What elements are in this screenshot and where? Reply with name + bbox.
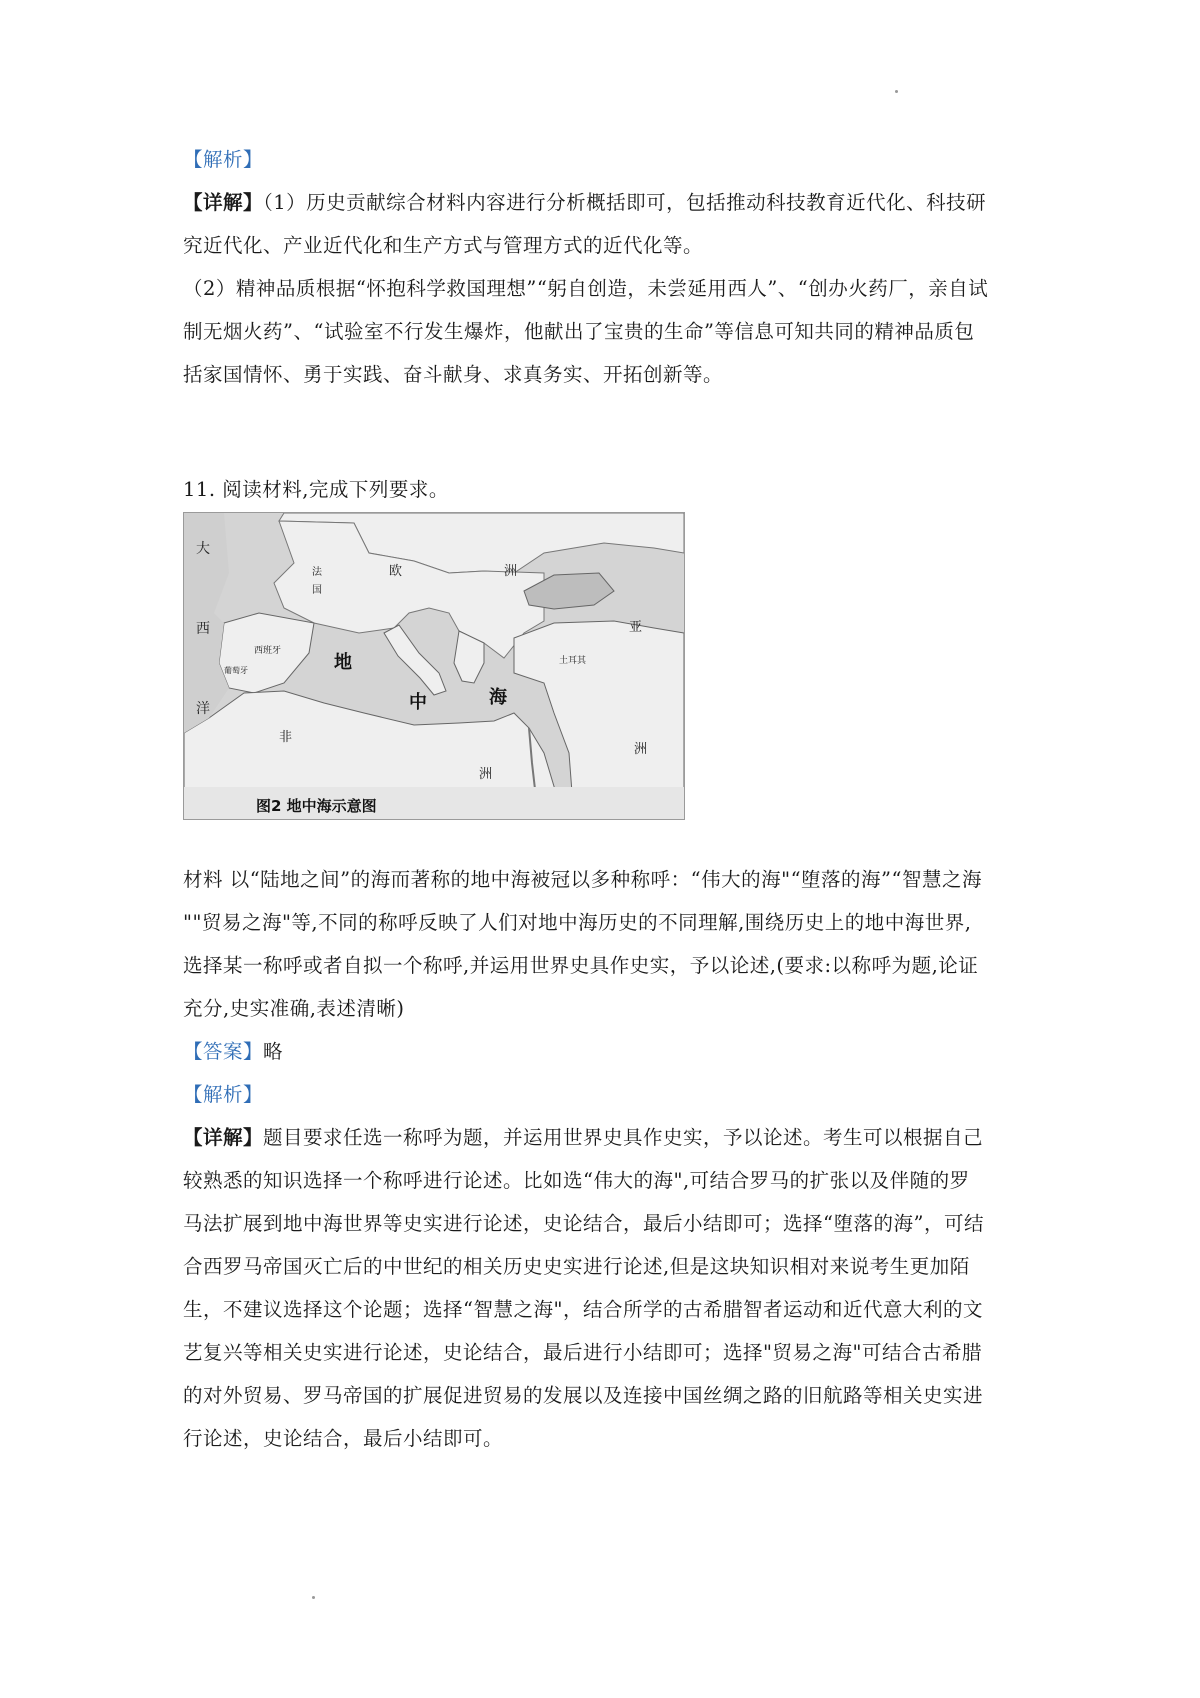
q11-detail-line-6: 艺复兴等相关史实进行论述，史论结合，最后进行小结即可；选择"贸易之海"可结合古希腊 xyxy=(183,1341,982,1364)
map-label-africa-1: 非 xyxy=(279,730,293,745)
scan-speck xyxy=(895,90,898,93)
map-label-atlantic-1: 大 xyxy=(196,541,210,557)
map-label-med-1: 地 xyxy=(334,652,352,673)
q11-detail-line-7: 的对外贸易、罗马帝国的扩展促进贸易的发展以及连接中国丝绸之路的旧航路等相关史实进 xyxy=(183,1384,984,1407)
detail-label-2: 【详解】 xyxy=(183,1126,264,1149)
answer-text: 略 xyxy=(263,1040,284,1063)
map-label-europe-2: 洲 xyxy=(504,564,518,579)
map-label-med-2: 中 xyxy=(409,692,427,713)
detail-label: 【详解】 xyxy=(183,191,264,214)
map-label-atlantic-3: 洋 xyxy=(196,701,210,717)
q11-detail-line-8: 行论述，史论结合，最后小结即可。 xyxy=(183,1427,504,1450)
detail-line-1: 【详解】（1）历史贡献综合材料内容进行分析概括即可，包括推动科技教育近代化、科技研 xyxy=(183,191,987,214)
map-caption: 图2 地中海示意图 xyxy=(256,797,377,815)
q11-detail-line-1: 【详解】题目要求任选一称呼为题，并运用世界史具作史实，予以论述。考生可以根据自己 xyxy=(183,1126,984,1149)
q11-detail-line-5: 生，不建议选择这个论题；选择“智慧之海"，结合所学的古希腊智者运动和近代意大利的文 xyxy=(183,1298,983,1321)
map-label-asia-2: 洲 xyxy=(634,742,648,757)
material-paragraph xyxy=(183,858,1033,1460)
answer-line xyxy=(183,1030,1033,1073)
map-label-portugal: 葡萄牙 xyxy=(224,666,248,675)
map-label-africa-2: 洲 xyxy=(479,767,493,782)
map-label-europe-1: 欧 xyxy=(389,564,403,579)
answer-label: 【答案】 xyxy=(183,1040,264,1063)
map-label-atlantic-2: 西 xyxy=(196,621,210,637)
material-line-3: 选择某一称呼或者自拟一个称呼,并运用世界史具作史实，予以论述,(要求:以称呼为题,论证 xyxy=(183,954,979,977)
map-label-france-1: 法 xyxy=(312,567,322,578)
map-label-france-2: 国 xyxy=(312,585,322,596)
mediterranean-map-figure xyxy=(183,512,685,820)
q11-detail-line-2: 较熟悉的知识选择一个称呼进行论述。比如选“伟大的海",可结合罗马的扩张以及伴随的罗 xyxy=(183,1169,970,1192)
map-label-asia-1: 亚 xyxy=(629,620,643,635)
map-illustration xyxy=(184,513,684,819)
map-label-spain: 西班牙 xyxy=(254,646,282,656)
map-label-med-3: 海 xyxy=(489,687,507,708)
detail-line-3: （2）精神品质根据“怀抱科学救国理想”“躬自创造，未尝延用西人”、“创办火药厂，亲自试 xyxy=(183,277,989,300)
q11-detail-line-4: 合西罗马帝国灭亡后的中世纪的相关历史史实进行论述,但是这块知识相对来说考生更加陌 xyxy=(183,1255,970,1278)
scan-speck xyxy=(312,1596,315,1599)
detail-line-4: 制无烟火药”、“试验室不行发生爆炸，他献出了宝贵的生命”等信息可知共同的精神品质包 xyxy=(183,320,975,343)
analysis-label-2: 【解析】 xyxy=(183,1083,264,1106)
map-label-turkey: 土耳其 xyxy=(559,656,587,666)
material-line-4: 充分,史实准确,表述清晰) xyxy=(183,997,405,1020)
detail-line-5: 括家国情怀、勇于实践、奋斗献身、求真务实、开拓创新等。 xyxy=(183,363,724,386)
q11-detail-line-3: 马法扩展到地中海世界等史实进行论述，史论结合，最后小结即可；选择“堕落的海”，可结 xyxy=(183,1212,984,1235)
material-line-1: 材料 以“陆地之间”的海而著称的地中海被冠以多种称呼：“伟大的海"“堕落的海”“智慧之海 xyxy=(183,868,982,891)
material-line-2: ""贸易之海"等,不同的称呼反映了人们对地中海历史的不同理解,围绕历史上的地中海世界, xyxy=(183,911,972,934)
question-title: 11. 阅读材料,完成下列要求。 xyxy=(183,478,449,501)
analysis-label: 【解析】 xyxy=(183,148,264,171)
detail-line-2: 究近代化、产业近代化和生产方式与管理方式的近代化等。 xyxy=(183,234,704,257)
previous-answer-section xyxy=(183,138,1033,396)
